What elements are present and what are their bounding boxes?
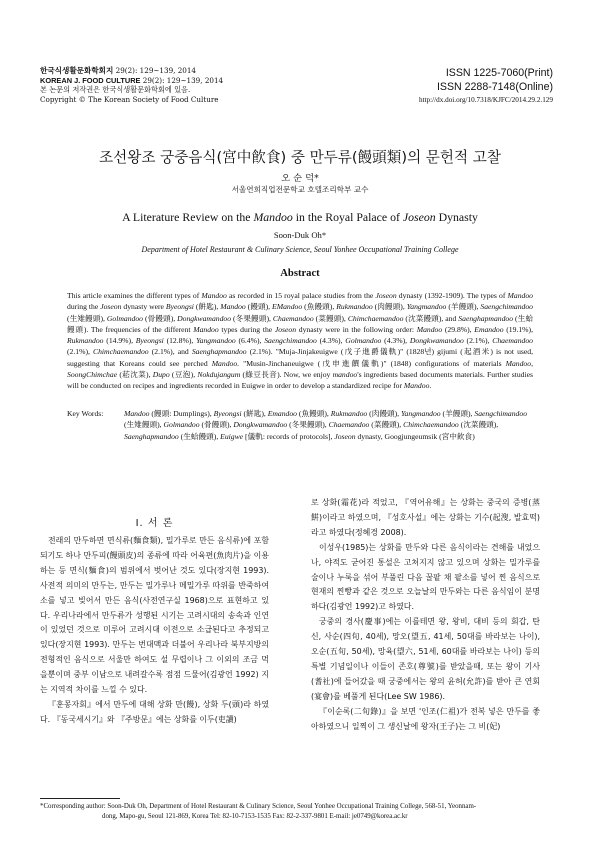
paper-title-ko: 조선왕조 궁중음식(宮中飮食) 중 만두류(饅頭類)의 문헌적 고찰 xyxy=(99,149,501,166)
abstract-heading: Abstract xyxy=(280,268,320,279)
section-heading-introduction: Ⅰ. 서 론 xyxy=(135,518,174,529)
paragraph: 궁중의 경사(慶事)에는 이를테면 왕, 왕비, 대비 등의 회갑, 탄신, 사순(四旬, 40세), 망오(望五, 41세, 50대를 바라보는 나이), 오순(五旬, 50세), 망육(望六, 51세, 60대를 바라보는 나이) 등의 특별 기념일이나 이들이 존호(尊號)를 받았을때, 또는 왕이 기사(耆社)에 들어갔을 때 궁중에서는 왕의 윤허(允許)를 받아 큰 연회(宴會)를 베풀게 된다(Lee SW 1986). xyxy=(311,617,540,701)
paragraph: 전래의 만두하면 면식류(麵食類), 밀가루로 만든 음식류)에 포함되기도 하나 만두피(饅頭皮)의 종류에 따라 어육편(魚肉片)을 이용하는 등 면식(麵食)의 범위에서 벗어난 것도 있다(장지현 1993). 사전적 의미의 만두는, 만두는 밀가루나 메밀가루 따위를 반죽하여 소를 넣고 빚어서 만든 음식(사전연구실 1968)으로 표현하고 있다. 우리나라에서 만두류가 성행된 시기는 고려시대의 송속과 인연이 있었던 것으로 미루어 고려시대 이전으로 소급된다고 추정되고 있다(장지현 1993). 만두는 번대맥과 더불어 우리나라 북부지방의 전형적인 음식으로 서울만 하여도 설 무렵이나 그 이외의 조금 먹을뿐이며 중부 이남으로 내려갈수록 점점 드물어(김광언 1992) 지는 지역적 차이를 느낄 수 있다. xyxy=(40,536,269,695)
journal-name-en: KOREAN J. FOOD CULTURE 29(2): 129~139, 2014 xyxy=(40,75,224,85)
affiliation-en: Department of Hotel Restaurant & Culinary Science, Seoul Yonhee Occupational Training College xyxy=(141,245,459,254)
affiliation-ko: 서울연희직업전문학교 호텔조리학부 교수 xyxy=(231,185,369,194)
issn-print: ISSN 1225-7060(Print) xyxy=(445,67,553,79)
keywords-list: Mandoo (饅頭: Dumplings), Byeongsi (餠匙), Emandoo (魚饅頭), Rukmandoo (肉饅頭), Yangmandoo (羊饅頭), Saengchimandoo (生雉饅頭), Golmandoo (骨饅頭), Dongkwamandoo (冬果饅頭), Chaemandoo (菜饅頭), Chimchaemandoo (沈菜饅頭), Saenghapmandoo (生蛤饅頭), Euigwe [儀軌: records of protocols], Joseon dynasty, Googjungeumsik (宮中飮食) xyxy=(124,409,528,441)
copyright-notice-ko: 본 논문의 저작권은 한국식생활문화학회에 있음. xyxy=(40,85,191,95)
issn-block xyxy=(419,66,553,104)
copyright-line: Copyright © The Korean Society of Food Culture xyxy=(40,94,219,104)
journal-name-ko: 한국식생활문화학회지 29(2): 129~139, 2014 xyxy=(40,66,196,75)
paragraph: 이성우(1985)는 상화를 만두와 다른 음식이라는 견해를 내었으나, 야적도 굳어진 통설은 고쳐지지 않고 있으며 상화는 밀가루를 술이나 누룩을 섞어 부풀린 다음 꿀팥 채 팥소를 넣어 찐 음식으로 현재의 찐빵과 같은 것으로 오늘날의 만두와는 다른 음식임이 분명하다(김광언 1992)고 하였다. xyxy=(311,542,540,612)
footnote-divider xyxy=(40,798,120,799)
paragraph: 로 상화(霜花)라 적었고, 『역어유해』는 상화는 중국의 증병(蒸餠)이라고 하였으며, 『성호사설』에는 상화는 기수(起溲, 발효떡)라고 하였다(정혜경 2008). xyxy=(311,498,540,537)
body-column-left xyxy=(40,534,269,728)
keywords-label: Key Words: xyxy=(67,409,104,418)
doi-link[interactable]: http://dx.doi.org/10.7318/KJFC/2014.29.2.129 xyxy=(418,96,553,104)
corresponding-author-footnote: *Corresponding author: Soon-Duk Oh, Department of Hotel Restaurant & Culinary Science, Seoul Yonhee Occupational Training College, 568-51, Yeonnam- dong, Mapo-gu, Seoul 121-869, Korea Tel: 82-10-7153-1535 Fax: 82-2-337-9801 E-mail: je0749@korea.ac.kr xyxy=(40,803,477,820)
paragraph: 『이순록(二旬錄)』을 보면 '인조(仁祖)가 전복 넣은 만두를 좋아하였으니 일찍이 그 생신날에 왕자(王子)는 그 비(妃) xyxy=(311,706,540,731)
journal-header xyxy=(40,66,223,104)
keywords-block xyxy=(67,408,537,442)
body-column-right xyxy=(311,496,540,735)
paragraph: 『훈몽자회』에서 만두에 대해 상화 만(饅), 상화 두(頭)라 하였다. 『동국세시기』와 『주방문』에는 상화를 이두(吏讀) xyxy=(40,699,269,724)
issn-online: ISSN 2288-7148(Online) xyxy=(436,81,553,93)
abstract-body: This article examines the different types of Mandoo as recorded in 15 royal palace studies from the Joseon dynasty (1392-1909). The types of Mandoo during the Joseon dynasty were Byeongsi (餠匙), Mandoo (饅頭), EMandoo (魚饅頭), Rukmandoo (肉饅頭), Yangmandoo (羊饅頭), Saengchimandoo (生雉饅頭), Golmandoo (骨饅頭), Dongkwamandoo (冬果饅頭), Chaemandoo (菜饅頭), Chimchaemandoo (沈菜饅頭), and Saenghapmandoo (生蛤饅頭). The frequencies of the different Mandoo types during the Joseon dynasty were in the following order: Mandoo (29.8%), Emandoo (19.1%), Rukmandoo (14.9%), Byeongsi (12.8%), Yangmandoo (6.4%), Saengchimandoo (4.3%), Golmandoo (4.3%), Dongkwamandoo (2.1%), Chaemandoo (2.1%), Chimchaemandoo (2.1%), and Saenghapmandoo (2.1%). "Muja-Jinjakeuigwe (戊子進爵儀軌)" (1828년) gijumi (起酒米) is not used, suggesting that Koreans could see perched Mandoo. "Musin-Jinchaneuigwe (戊申進饌儀軌)" (1848) configurations of materials Mandoo, SoongChimchae (菘沈菜), Dupo (豆泡), Nokdujangum (綠豆長音). Now, we enjoy mandoo's ingredients based documents materials. Further studies will be conducted on recipes and ingredients recorded in Euigwe in order to develop a standardized recipe for Mandoo. xyxy=(67,291,534,391)
author-ko: 오 순 덕* xyxy=(281,173,319,184)
paper-title-en: A Literature Review on the Mandoo in the Royal Palace of Joseon Dynasty xyxy=(122,210,478,224)
author-en: Soon-Duk Oh* xyxy=(273,230,327,240)
